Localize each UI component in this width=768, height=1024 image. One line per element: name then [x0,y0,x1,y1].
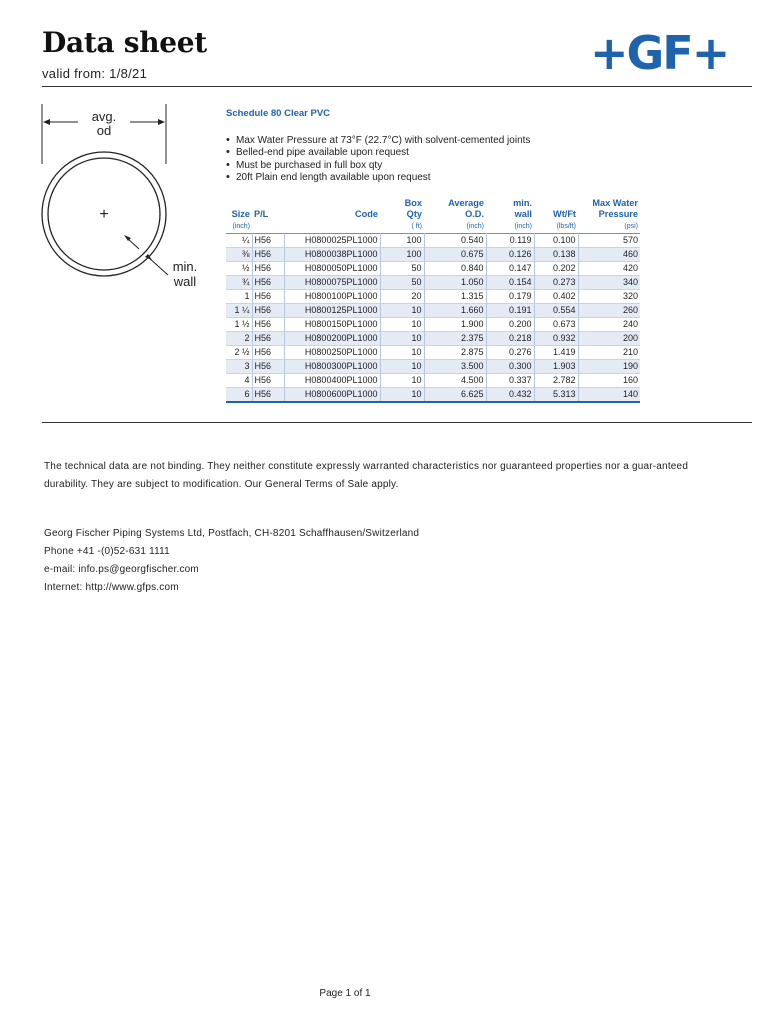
table-row [226,345,640,359]
table-cell: 4 [226,373,252,387]
table-row [226,303,640,317]
table-header-text: (inch) [232,222,250,230]
table-cell: 0.119 [486,233,534,247]
feature-item: • Max Water Pressure at 73°F (22.7°C) with solvent-cemented joints [226,135,640,147]
table-row [226,247,640,261]
table-header-row [226,198,640,234]
table-cell: H56 [252,233,284,247]
table-cell: 1.050 [424,275,486,289]
table-header-text: Max Water [592,197,638,208]
table-cell: 320 [578,289,640,303]
table-cell: 2 ½ [226,345,252,359]
table-cell: 6 [226,387,252,402]
feature-list [226,135,640,185]
table-cell: H56 [252,359,284,373]
product-section [226,108,640,403]
table-cell: H0800250PL1000 [284,345,380,359]
table-cell: H0800075PL1000 [284,275,380,289]
table-cell: 210 [578,345,640,359]
table-cell: 1.903 [534,359,578,373]
gf-logo [590,26,730,80]
table-cell: 5.313 [534,387,578,402]
table-cell: 0.200 [486,317,534,331]
table-header-text: Qty [406,209,422,220]
table-cell: 0.300 [486,359,534,373]
table-cell: H56 [252,331,284,345]
company-phone: Phone +41 -(0)52-631 1111 [44,546,170,557]
table-row [226,331,640,345]
od-arrow-left-icon [43,119,50,125]
table-cell: 0.126 [486,247,534,261]
table-cell: 0.100 [534,233,578,247]
table-row [226,275,640,289]
table-cell: H56 [252,317,284,331]
table-cell: 2 [226,331,252,345]
table-cell: 0.337 [486,373,534,387]
table-cell: 190 [578,359,640,373]
table-cell: ¼ [226,233,252,247]
table-cell: 260 [578,303,640,317]
table-header-text: Wt/Ft [553,209,576,220]
table-row [226,317,640,331]
table-cell: 50 [380,261,424,275]
company-website: Internet: http://www.gfps.com [44,582,179,593]
table-cell: 1.419 [534,345,578,359]
col-code-header [284,198,380,234]
table-cell: H0800300PL1000 [284,359,380,373]
table-cell: 1 ½ [226,317,252,331]
table-cell: 160 [578,373,640,387]
table-header-text [254,221,282,233]
table-cell: 340 [578,275,640,289]
table-cell: 10 [380,345,424,359]
table-header-text: Average [448,197,484,208]
table-cell: 570 [578,233,640,247]
table-cell: 0.276 [486,345,534,359]
table-cell: 1 ¼ [226,303,252,317]
wall-label-line1: min. [172,259,198,274]
table-cell: 1 [226,289,252,303]
table-cell: H0800400PL1000 [284,373,380,387]
table-row [226,261,640,275]
table-row [226,373,640,387]
table-row [226,359,640,373]
table-header-text: O.D. [465,209,484,220]
table-header-text: min. [513,197,532,208]
table-cell: H56 [252,345,284,359]
table-cell: H56 [252,261,284,275]
table-header-text: Size [231,209,250,220]
table-cell: H56 [252,373,284,387]
table-cell: 2.782 [534,373,578,387]
table-header-text [286,221,378,233]
wall-leader-line [148,257,168,275]
table-cell: 10 [380,331,424,345]
table-cell: 1.315 [424,289,486,303]
col-avg-od-header [424,198,486,234]
table-cell: H0800100PL1000 [284,289,380,303]
table-cell: ¾ [226,275,252,289]
company-address: Georg Fischer Piping Systems Ltd, Postfach, CH-8201 Schaffhausen/Switzerland [44,528,420,539]
table-cell: 10 [380,373,424,387]
page-number: Page 1 of 1 [319,988,371,999]
table-header-text: Code [355,209,378,220]
table-cell: 460 [578,247,640,261]
table-cell: 0.202 [534,261,578,275]
table-header-text: (lbs/ft) [556,222,576,230]
table-header-text: (inch) [466,222,484,230]
table-cell: 0.554 [534,303,578,317]
table-cell: H0800600PL1000 [284,387,380,402]
table-cell: ½ [226,261,252,275]
table-cell: H0800150PL1000 [284,317,380,331]
col-pl-header [252,198,284,234]
od-label-line1: avg. [91,109,117,124]
feature-item: • Must be purchased in full box qty [226,160,640,172]
table-cell: 10 [380,387,424,402]
table-header-text: wall [514,209,532,220]
table-header-text: (inch) [514,222,532,230]
feature-item: • Belled-end pipe available upon request [226,147,640,159]
table-cell: 1.900 [424,317,486,331]
table-row [226,289,640,303]
table-cell: 0.932 [534,331,578,345]
table-row [226,233,640,247]
table-row [226,387,640,402]
table-header-text: (psi) [624,222,638,230]
table-cell: 0.675 [424,247,486,261]
company-email: e-mail: info.ps@georgfischer.com [44,564,199,575]
table-cell: 0.840 [424,261,486,275]
table-cell: 0.673 [534,317,578,331]
table-header-text: Box [404,197,422,208]
gf-logo-text: +GF+ [590,26,729,80]
table-cell: 50 [380,275,424,289]
table-cell: H0800200PL1000 [284,331,380,345]
wall-arrow-shaft [126,237,139,249]
table-cell: 3.500 [424,359,486,373]
disclaimer-text: The technical data are not binding. They neither constitute expressly warranted characteristics nor guaranteed properties nor a guar-anteed durability. They are subject to modification. Our General Terms of Sale apply. [44,461,689,490]
page-title: Data sheet [42,26,207,59]
table-cell: 2.375 [424,331,486,345]
table-cell: 0.191 [486,303,534,317]
table-cell: ⅜ [226,247,252,261]
valid-from-date: valid from: 1/8/21 [42,66,148,81]
table-cell: 6.625 [424,387,486,402]
table-cell: 0.432 [486,387,534,402]
table-cell: 100 [380,247,424,261]
table-cell: 1.660 [424,303,486,317]
table-cell: H56 [252,247,284,261]
table-cell: 100 [380,233,424,247]
col-wt-ft-header [534,198,578,234]
contact-block [44,525,419,597]
table-cell: H56 [252,289,284,303]
table-header-text: P/L [254,209,269,220]
table-cell: 0.179 [486,289,534,303]
od-label-line2: od [96,123,112,138]
col-min-wall-header [486,198,534,234]
table-cell: H0800050PL1000 [284,261,380,275]
section-divider [42,422,752,423]
table-cell: 0.218 [486,331,534,345]
table-cell: H0800125PL1000 [284,303,380,317]
table-header-text: ( ft) [411,222,422,230]
table-cell: 0.154 [486,275,534,289]
table-cell: 420 [578,261,640,275]
pipe-cross-section-diagram [40,102,220,292]
product-title: Schedule 80 Clear PVC [226,108,331,119]
table-cell: H0800025PL1000 [284,233,380,247]
table-cell: 20 [380,289,424,303]
table-cell: 2.875 [424,345,486,359]
table-cell: 0.402 [534,289,578,303]
col-max-pressure-header [578,198,640,234]
table-cell: 3 [226,359,252,373]
table-cell: 10 [380,317,424,331]
header-divider [42,86,752,87]
center-mark: + [99,206,109,223]
table-cell: 140 [578,387,640,402]
table-cell: 0.138 [534,247,578,261]
table-cell: 0.273 [534,275,578,289]
table-cell: 200 [578,331,640,345]
wall-label-line2: wall [173,274,197,289]
table-cell: H56 [252,303,284,317]
feature-item: • 20ft Plain end length available upon request [226,172,640,184]
table-cell: 10 [380,303,424,317]
col-size-header [226,198,252,234]
col-box-qty-header [380,198,424,234]
table-cell: H0800038PL1000 [284,247,380,261]
table-cell: 10 [380,359,424,373]
od-arrow-right-icon [158,119,165,125]
table-cell: 0.540 [424,233,486,247]
table-cell: 240 [578,317,640,331]
spec-table [226,198,640,403]
table-cell: H56 [252,275,284,289]
table-header-text: Pressure [598,209,638,220]
table-cell: H56 [252,387,284,402]
table-cell: 4.500 [424,373,486,387]
table-cell: 0.147 [486,261,534,275]
